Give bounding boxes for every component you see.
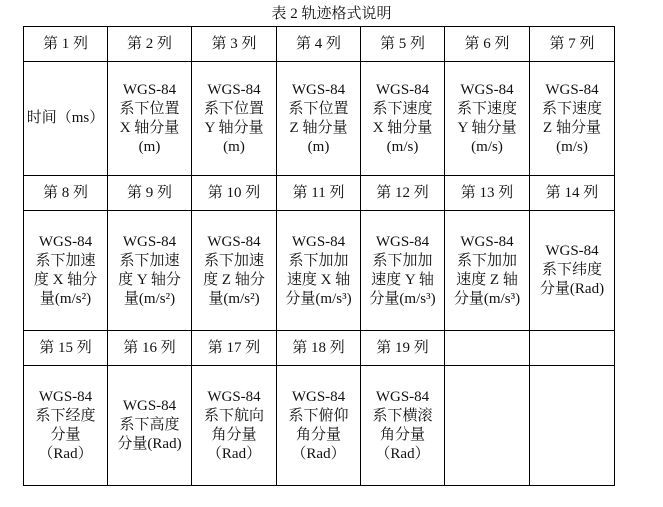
column-header: 第 6 列	[445, 27, 530, 62]
column-header: 第 15 列	[24, 331, 108, 366]
header-row-1	[24, 27, 615, 62]
column-header: 第 18 列	[277, 331, 361, 366]
column-header: 第 17 列	[192, 331, 277, 366]
table-cell: WGS-84 系下航向 角分量 （Rad）	[192, 366, 277, 486]
column-header: 第 7 列	[530, 27, 615, 62]
content-row-1	[24, 62, 615, 176]
column-header: 第 8 列	[24, 176, 108, 211]
content-row-2	[24, 211, 615, 331]
trajectory-format-table	[23, 26, 615, 486]
column-header: 第 14 列	[530, 176, 615, 211]
column-header	[445, 331, 530, 366]
column-header	[530, 331, 615, 366]
header-row-2	[24, 176, 615, 211]
table-cell: WGS-84 系下经度 分量 （Rad）	[24, 366, 108, 486]
column-header: 第 2 列	[108, 27, 192, 62]
table-cell	[445, 366, 530, 486]
table-cell: WGS-84 系下速度 Y 轴分量 (m/s)	[445, 62, 530, 176]
table-cell: WGS-84 系下加速 度 X 轴分 量(m/s²)	[24, 211, 108, 331]
table-cell	[530, 366, 615, 486]
table-cell: WGS-84 系下纬度 分量(Rad)	[530, 211, 615, 331]
table-caption: 表 2 轨迹格式说明	[271, 6, 392, 22]
column-header: 第 3 列	[192, 27, 277, 62]
content-row-3	[24, 366, 615, 486]
table-cell: 时间（ms）	[24, 62, 108, 176]
table-cell: WGS-84 系下加加 速度 Z 轴 分量(m/s³)	[445, 211, 530, 331]
column-header: 第 13 列	[445, 176, 530, 211]
table-cell: WGS-84 系下位置 Z 轴分量 (m)	[277, 62, 361, 176]
table-cell: WGS-84 系下位置 X 轴分量 (m)	[108, 62, 192, 176]
column-header: 第 4 列	[277, 27, 361, 62]
column-header: 第 5 列	[361, 27, 445, 62]
column-header: 第 19 列	[361, 331, 445, 366]
table-cell: WGS-84 系下加速 度 Y 轴分 量(m/s²)	[108, 211, 192, 331]
table-cell: WGS-84 系下位置 Y 轴分量 (m)	[192, 62, 277, 176]
column-header: 第 10 列	[192, 176, 277, 211]
table-cell: WGS-84 系下俯仰 角分量 （Rad）	[277, 366, 361, 486]
table-cell: WGS-84 系下加加 速度 X 轴 分量(m/s³)	[277, 211, 361, 331]
column-header: 第 9 列	[108, 176, 192, 211]
table-cell: WGS-84 系下加加 速度 Y 轴 分量(m/s³)	[361, 211, 445, 331]
column-header: 第 1 列	[24, 27, 108, 62]
column-header: 第 11 列	[277, 176, 361, 211]
column-header: 第 16 列	[108, 331, 192, 366]
table-cell: WGS-84 系下速度 X 轴分量 (m/s)	[361, 62, 445, 176]
table-cell: WGS-84 系下加速 度 Z 轴分 量(m/s²)	[192, 211, 277, 331]
table-cell: WGS-84 系下高度 分量(Rad)	[108, 366, 192, 486]
table-cell: WGS-84 系下速度 Z 轴分量 (m/s)	[530, 62, 615, 176]
column-header: 第 12 列	[361, 176, 445, 211]
header-row-3	[24, 331, 615, 366]
table-cell: WGS-84 系下横滚 角分量 （Rad）	[361, 366, 445, 486]
